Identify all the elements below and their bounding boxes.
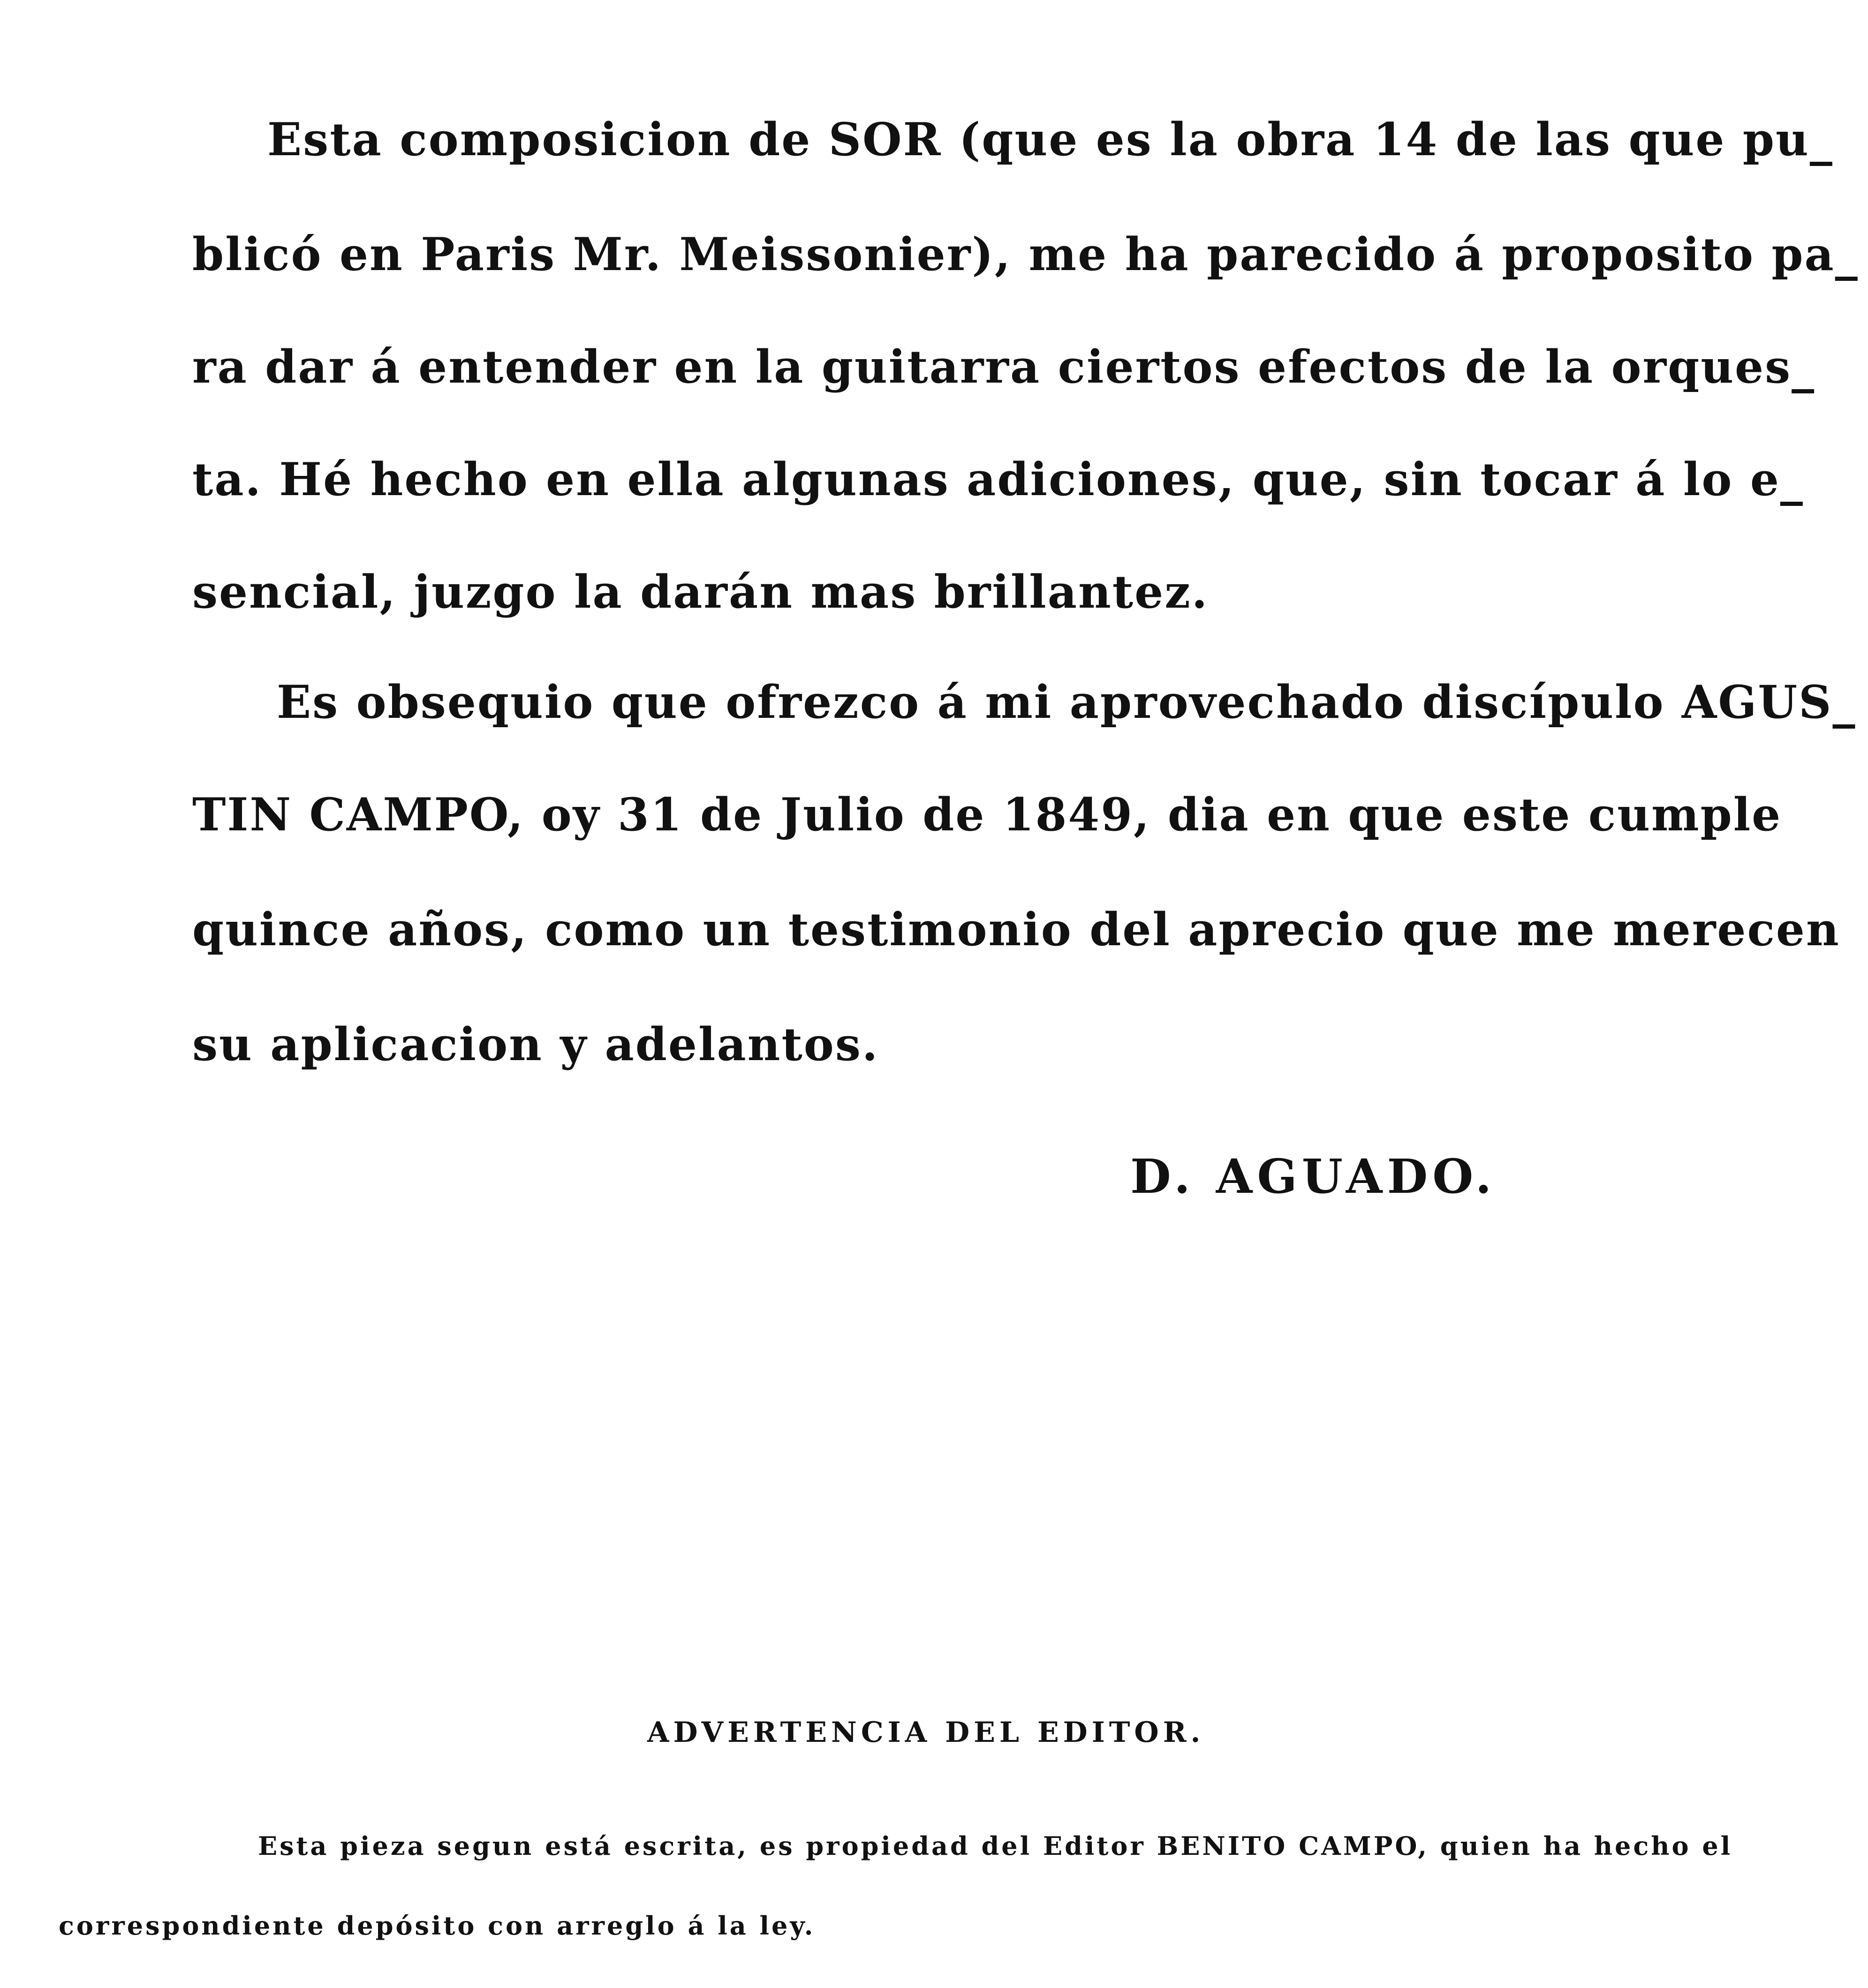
dedication-line: quince años, como un testimonio del aprecio que me merecen bbox=[192, 903, 1840, 956]
editor-notice-line: correspondiente depósito con arreglo á la ley. bbox=[59, 1911, 816, 1941]
dedication-line: Es obsequio que ofrezco á mi aprovechado discípulo AGUS_ bbox=[277, 676, 1857, 729]
dedication-line: ra dar á entender en la guitarra ciertos efectos de la orques_ bbox=[192, 340, 1816, 393]
editor-notice-heading: ADVERTENCIA DEL EDITOR. bbox=[647, 1716, 1205, 1749]
signature: D. AGUADO. bbox=[1130, 1149, 1497, 1204]
dedication-line: ta. Hé hecho en ella algunas adiciones, que, sin tocar á lo e_ bbox=[192, 453, 1804, 506]
dedication-line: TIN CAMPO, oy 31 de Julio de 1849, dia en que este cumple bbox=[192, 788, 1782, 841]
dedication-line: blicó en Paris Mr. Meissonier), me ha parecido á proposito pa_ bbox=[192, 228, 1859, 281]
dedication-line: sencial, juzgo la darán mas brillantez. bbox=[192, 565, 1209, 618]
dedication-line: su aplicacion y adelantos. bbox=[192, 1018, 879, 1071]
dedication-line: Esta composicion de SOR (que es la obra 14 de las que pu_ bbox=[267, 113, 1834, 166]
editor-notice-line: Esta pieza segun está escrita, es propiedad del Editor BENITO CAMPO, quien ha hecho el bbox=[258, 1831, 1733, 1861]
